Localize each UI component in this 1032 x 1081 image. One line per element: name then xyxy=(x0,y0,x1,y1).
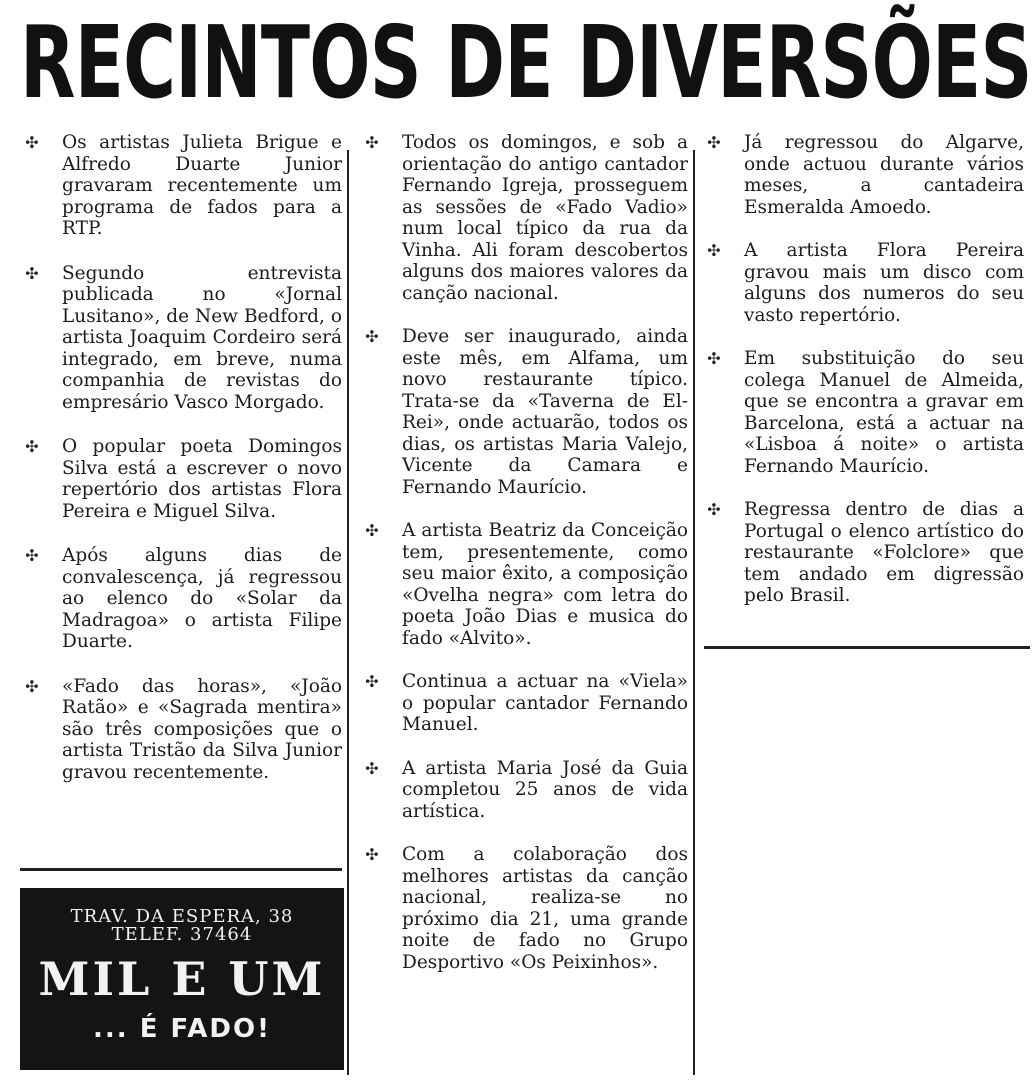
news-column-3 xyxy=(702,132,1024,629)
news-item-text: Em substituição do seu colega Manuel de Almeida, que se encontra a gravar em Barcelona, está a actuar na «Lisboa á noite» o artista Fernando Maurício. xyxy=(744,348,1024,477)
news-item xyxy=(702,348,1024,477)
news-item-text: «Fado das horas», «João Ratão» e «Sagrada mentira» são três composições que o artista Tristão da Silva Junior gravou recentemente. xyxy=(62,675,342,783)
news-item xyxy=(702,240,1024,326)
news-item-text: Com a colaboração dos melhores artistas da canção nacional, realiza-se no próximo dia 21, uma grande noite de fado no Grupo Desportivo «Os Peixinhos». xyxy=(402,844,688,973)
ornament-bullet-icon: ✣ xyxy=(365,327,379,346)
news-item xyxy=(360,758,688,823)
news-item xyxy=(360,326,688,498)
ornament-bullet-icon: ✣ xyxy=(25,676,39,696)
ornament-bullet-icon: ✣ xyxy=(707,500,721,519)
news-item-text: Regressa dentro de dias a Portugal o elenco artístico do restaurante «Folclore» que tem andado em digressão pelo Brasil. xyxy=(744,499,1024,606)
news-item xyxy=(360,132,688,304)
ad-phone: TELEF. 37464 xyxy=(111,924,253,945)
ornament-bullet-icon: ✣ xyxy=(365,133,379,152)
news-item xyxy=(20,676,342,784)
ornament-bullet-icon: ✣ xyxy=(707,349,721,368)
ornament-bullet-icon: ✣ xyxy=(707,241,721,260)
news-item-text: Deve ser inaugurado, ainda este mês, em Alfama, um novo restaurante típico. Trata-se da «Taverna de El-Rei», onde actuarão, todos os dias, os artistas Maria Valejo, Vicente da Camara e Fernando Maurício. xyxy=(402,326,688,498)
news-item xyxy=(702,132,1024,218)
column-divider-2 xyxy=(693,150,695,1075)
news-item xyxy=(360,520,688,649)
ornament-bullet-icon: ✣ xyxy=(365,521,379,540)
news-item-text: Os artistas Julieta Brigue e Alfredo Duarte Junior gravaram recentemente um programa de fados para a RTP. xyxy=(62,132,342,239)
ornament-bullet-icon: ✣ xyxy=(25,437,39,456)
news-item-text: O popular poeta Domingos Silva está a escrever o novo repertório dos artistas Flora Pereira e Miguel Silva. xyxy=(62,436,342,522)
ornament-bullet-icon: ✣ xyxy=(25,263,39,283)
ornament-bullet-icon: ✣ xyxy=(365,758,379,778)
column-3-end-rule xyxy=(704,646,1030,649)
column-divider-1 xyxy=(347,150,349,1075)
ornament-bullet-icon: ✣ xyxy=(707,133,721,152)
news-item xyxy=(20,545,342,653)
news-item-text: Após alguns dias de convalescença, já regressou ao elenco do «Solar da Madragoa» o artista Filipe Duarte. xyxy=(62,545,342,652)
ornament-bullet-icon: ✣ xyxy=(25,546,39,565)
news-item-text: A artista Maria José da Guia completou 25 anos de vida artística. xyxy=(402,757,688,822)
news-item xyxy=(20,263,342,414)
news-item-text: Continua a actuar na «Viela» o popular cantador Fernando Manuel. xyxy=(402,671,688,735)
news-item-text: Todos os domingos, e sob a orientação do antigo cantador Fernando Igreja, prosseguem as sessões de «Fado Vadio» num local típico da rua da Vinha. Ali foram descobertos alguns dos maiores valores da canção nacional. xyxy=(402,132,688,304)
ornament-bullet-icon: ✣ xyxy=(365,672,379,691)
news-item xyxy=(702,499,1024,607)
headline: RECINTOS DE DIVERSÕES xyxy=(20,4,1032,121)
news-item xyxy=(20,132,342,240)
news-item xyxy=(360,671,688,736)
news-item-text: A artista Flora Pereira gravou mais um disco com alguns dos numeros do seu vasto repertório. xyxy=(744,240,1024,326)
ad-address: TRAV. DA ESPERA, 38 xyxy=(70,906,294,927)
ad-slogan: ... É FADO! xyxy=(93,1014,271,1044)
news-item-text: Segundo entrevista publicada no «Jornal Lusitano», de New Bedford, o artista Joaquim Cordeiro será integrado, em breve, numa companhia de revistas do empresário Vasco Morgado. xyxy=(62,262,342,413)
news-item xyxy=(20,436,342,522)
ornament-bullet-icon: ✣ xyxy=(25,133,39,152)
news-column-1 xyxy=(20,132,342,806)
news-column-2 xyxy=(360,132,688,995)
news-item-text: A artista Beatriz da Conceição tem, presentemente, como seu maior êxito, a composição «Ovelha negra» com letra do poeta João Dias e musica do fado «Alvito». xyxy=(402,520,688,649)
ornament-bullet-icon: ✣ xyxy=(365,845,379,864)
advertisement-box xyxy=(20,888,344,1070)
news-item xyxy=(360,844,688,973)
ad-venue-name: MIL E UM xyxy=(38,952,326,1006)
column-1-end-rule xyxy=(20,868,342,871)
news-item-text: Já regressou do Algarve, onde actuou durante vários meses, a cantadeira Esmeralda Amoedo. xyxy=(744,132,1024,218)
